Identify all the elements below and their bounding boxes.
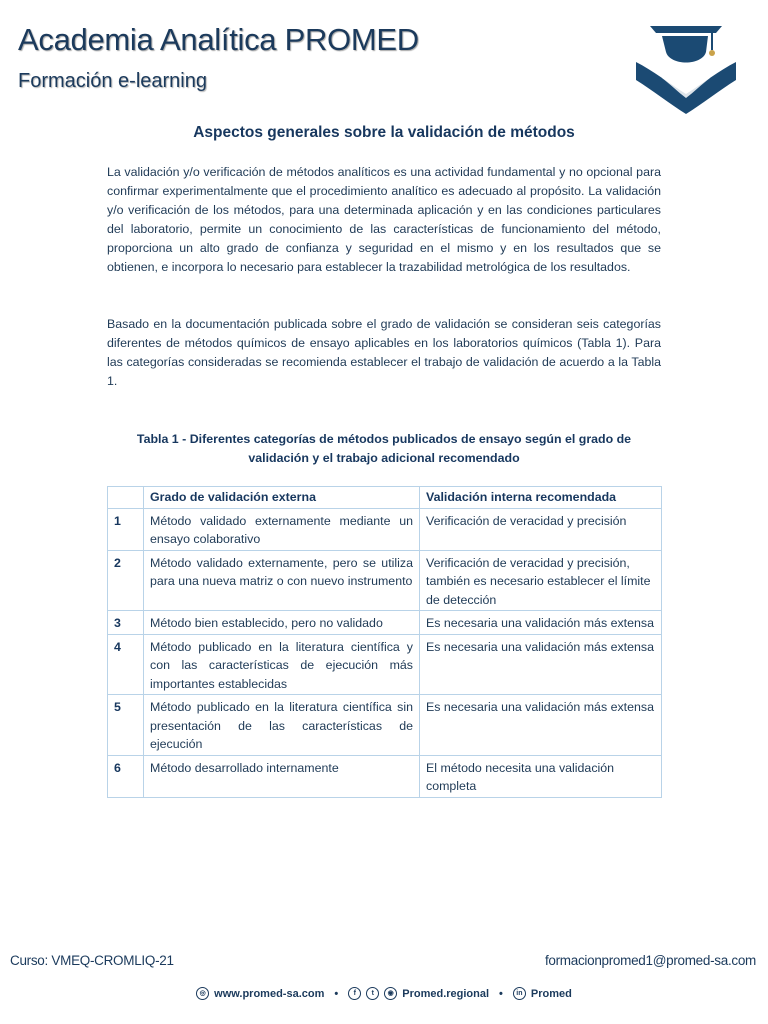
table-row — [108, 611, 662, 635]
contact-email-link[interactable]: formacionpromed1@promed-sa.com — [544, 953, 756, 968]
linkedin-icon[interactable]: in — [513, 987, 526, 1000]
row-external-validation: Método publicado en la literatura científica y con las características de ejecución más importantes establecidas — [144, 634, 420, 695]
row-internal-validation: Verificación de veracidad y precisión — [420, 508, 662, 550]
row-internal-validation: El método necesita una validación completa — [420, 755, 662, 797]
separator-dot: • — [499, 987, 503, 1000]
table-row — [108, 508, 662, 550]
row-number: 2 — [108, 550, 144, 611]
row-internal-validation: Es necesaria una validación más extensa — [420, 695, 662, 756]
table-header-external: Grado de validación externa — [144, 487, 420, 509]
social-links-bar — [0, 987, 768, 1000]
separator-dot: • — [334, 987, 339, 1000]
row-number: 1 — [108, 508, 144, 550]
instagram-icon[interactable]: ◉ — [384, 987, 397, 1000]
row-external-validation: Método publicado en la literatura científica sin presentación de las características de ejecución — [144, 695, 420, 756]
row-external-validation: Método desarrollado internamente — [144, 755, 420, 797]
row-external-validation: Método validado externamente, pero se utiliza para una nueva matriz o con nuevo instrumento — [144, 550, 420, 611]
row-number: 3 — [108, 611, 144, 635]
row-internal-validation: Es necesaria una validación más extensa — [420, 611, 662, 635]
paragraph-categories: Basado en la documentación publicada sobre el grado de validación se consideran seis categorías diferentes de métodos químicos de ensayo aplicables en los laboratorios químicos (Tabla 1). Para las categorías consideradas se recomienda establecer el trabajo de validación de acuerdo a la Tabla 1. — [107, 317, 661, 388]
linkedin-link[interactable]: Promed — [530, 987, 572, 1000]
paragraph-intro: La validación y/o verificación de métodos analíticos es una actividad fundamental y no opcional para confirmar experimentalmente que el procedimiento analítico es adecuado al propósito. La validación y/o verificación de los métodos, para una determinada aplicación y en las condiciones particulares del laboratorio, permite un conocimiento de las características de funcionamiento del método, proporciona un alto grado de confianza y seguridad en el mismo y en los resultados que se obtienen, e incorpora lo necesario para establecer la trazabilidad metrológica de los resultados. — [107, 165, 661, 274]
row-number: 5 — [108, 695, 144, 756]
website-link[interactable]: www.promed-sa.com — [214, 987, 325, 1000]
table-header-num — [108, 487, 144, 509]
table-row — [108, 695, 662, 756]
table-row — [108, 755, 662, 797]
row-number: 4 — [108, 634, 144, 695]
brand-title: Academia Analítica PROMED — [18, 22, 419, 57]
row-external-validation: Método bien establecido, pero no validado — [144, 611, 420, 635]
table-header-row — [108, 487, 662, 509]
social-handle-link[interactable]: Promed.regional — [402, 987, 490, 1000]
table-header-internal: Validación interna recomendada — [420, 487, 662, 509]
row-internal-validation: Verificación de veracidad y precisión, también es necesario establecer el límite de detección — [420, 550, 662, 611]
globe-icon: ◎ — [196, 987, 209, 1000]
document-title: Aspectos generales sobre la validación de métodos — [193, 124, 575, 141]
validation-categories-table — [107, 486, 662, 798]
facebook-icon[interactable]: f — [348, 987, 361, 1000]
row-number: 6 — [108, 755, 144, 797]
row-internal-validation: Es necesaria una validación más extensa — [420, 634, 662, 695]
row-external-validation: Método validado externamente mediante un ensayo colaborativo — [144, 508, 420, 550]
graduate-reader-logo-icon — [632, 20, 740, 120]
brand-subtitle: Formación e-learning — [18, 70, 207, 92]
table-row — [108, 550, 662, 611]
course-code: Curso: VMEQ-CROMLIQ-21 — [10, 953, 174, 968]
table-caption: Tabla 1 - Diferentes categorías de métodos publicados de ensayo según el grado de validación y el trabajo adicional recomendado — [136, 432, 632, 465]
twitter-icon[interactable]: t — [366, 987, 379, 1000]
table-row — [108, 634, 662, 695]
